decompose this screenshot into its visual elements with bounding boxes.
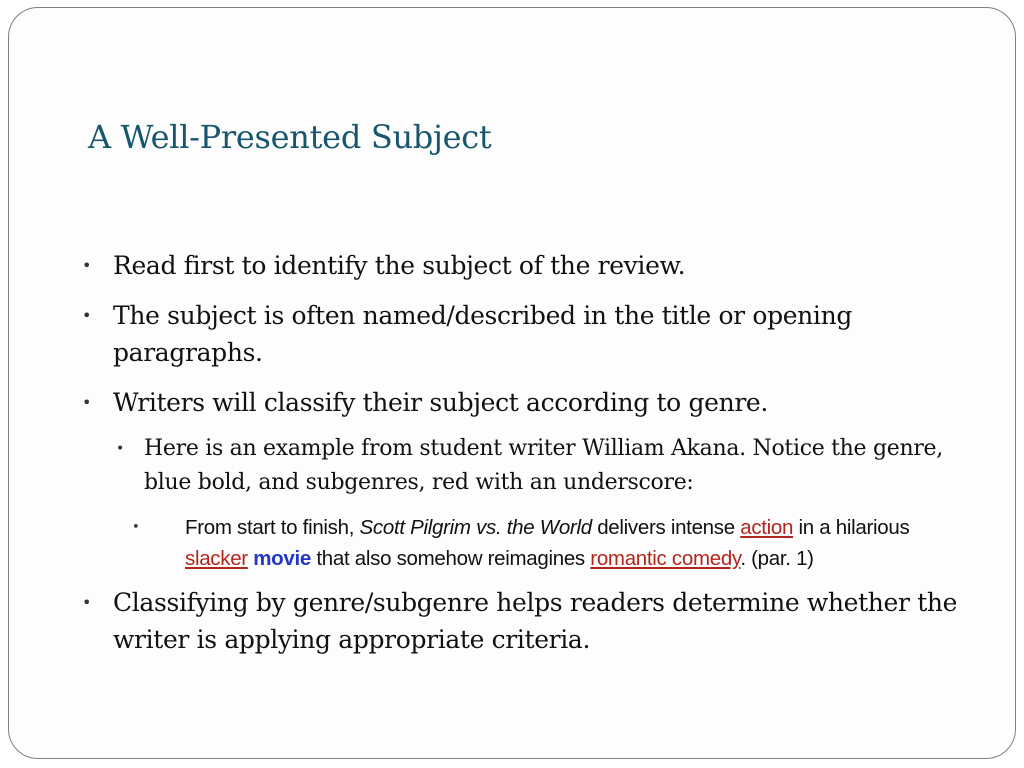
quote-text: in a hilarious [793, 516, 910, 539]
quote-text: that also somehow reimagines [311, 547, 591, 570]
quote-text: . (par. 1) [740, 547, 814, 570]
bullet-item [82, 584, 962, 658]
bullet-icon: • [116, 441, 124, 457]
bullet-icon: • [82, 306, 92, 325]
slide-title: A Well-Presented Subject [88, 118, 492, 156]
bullet-text: Classifying by genre/subgenre helps readers determine whether the writer is applying appropriate criteria. [113, 588, 958, 654]
bullet-text: Read first to identify the subject of the review. [113, 251, 686, 280]
subgenre-romantic-comedy: romantic comedy [590, 547, 741, 570]
quote-text: delivers intense [591, 516, 741, 539]
example-quote-item [82, 512, 962, 574]
subgenre-slacker: slacker [185, 547, 248, 570]
bullet-icon: • [82, 393, 92, 412]
subgenre-action: action [740, 516, 794, 539]
bullet-icon: • [132, 520, 140, 535]
bullet-icon: • [82, 593, 92, 612]
bullet-text: Writers will classify their subject according to genre. [113, 388, 768, 417]
sub-bullet-item [82, 432, 962, 500]
example-quote [185, 516, 909, 570]
genre-movie: movie [253, 547, 311, 570]
bullet-icon: • [82, 256, 92, 275]
film-title: Scott Pilgrim vs. the World [359, 516, 592, 539]
bullet-item [82, 297, 962, 371]
sub-bullet-text: Here is an example from student writer William Akana. Notice the genre, blue bold, and subgenres, red with an underscore: [144, 436, 943, 495]
bullet-text: The subject is often named/described in the title or opening paragraphs. [113, 301, 852, 367]
bullet-item [82, 384, 962, 421]
quote-text: From start to finish, [185, 516, 360, 539]
bullet-item [82, 247, 962, 284]
slide-body [82, 247, 962, 671]
